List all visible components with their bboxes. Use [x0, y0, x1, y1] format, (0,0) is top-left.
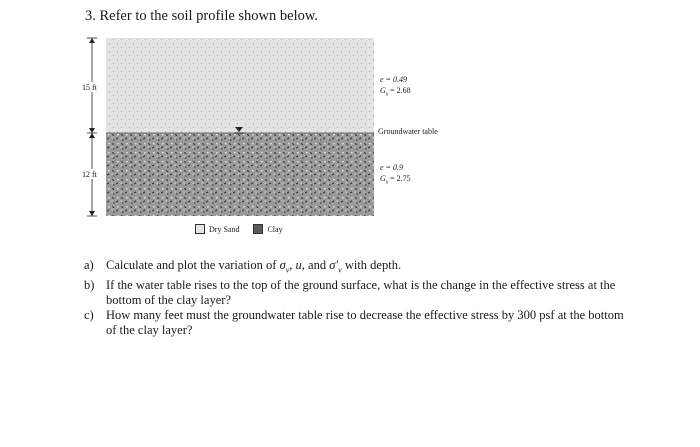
- legend: [195, 224, 283, 234]
- lower-thickness-label: 12 ft: [82, 170, 97, 179]
- u-symbol: u: [295, 258, 302, 272]
- dry-sand-layer: [106, 38, 374, 133]
- sigma-prime-v-symbol: σ′: [329, 258, 339, 272]
- lower-gs-value: = 2.75: [388, 174, 411, 183]
- question-a-comma: ,: [289, 258, 296, 272]
- question-label: c): [84, 307, 94, 322]
- upper-thickness-label: 15 ft: [82, 83, 97, 92]
- clay-layer: [106, 133, 374, 216]
- question-label: b): [84, 277, 95, 292]
- question-list: [84, 258, 624, 338]
- legend-clay-label: Clay: [267, 224, 283, 234]
- sigma-prime-v-sub: v: [338, 265, 342, 275]
- lower-layer-properties: [380, 162, 411, 189]
- lower-gs-sub: s: [385, 179, 389, 186]
- sigma-v-sub: v: [285, 265, 290, 275]
- question-c: [84, 308, 624, 338]
- upper-gs-value: = 2.68: [388, 86, 411, 95]
- groundwater-table-label: Groundwater table: [378, 127, 438, 136]
- question-a-text-2: with depth.: [341, 258, 402, 272]
- legend-dry-sand-label: Dry Sand: [209, 224, 240, 234]
- upper-gs-symbol: G: [380, 86, 386, 95]
- lower-gs-symbol: G: [380, 174, 386, 183]
- upper-gs-sub: s: [385, 91, 389, 98]
- upper-e-value: e = 0.49: [380, 75, 407, 84]
- sigma-v-symbol: σ: [279, 258, 286, 272]
- problem-title: 3. Refer to the soil profile shown below.: [85, 8, 319, 24]
- question-b: [84, 278, 624, 308]
- lower-e-value: e = 0.9: [380, 163, 403, 172]
- question-a-and: , and: [301, 258, 330, 272]
- question-a-text-1: Calculate and plot the variation of: [106, 258, 280, 272]
- question-b-text: If the water table rises to the top of the ground surface, what is the change in the effective stress at the bottom of the clay layer?: [106, 277, 616, 307]
- question-a: [84, 258, 624, 278]
- question-c-text: How many feet must the groundwater table rise to decrease the effective stress by 300 psf at the bottom of the clay layer?: [106, 307, 624, 337]
- upper-layer-properties: [380, 74, 411, 101]
- dry-sand-swatch-icon: [195, 224, 205, 234]
- question-label: a): [84, 258, 94, 272]
- clay-swatch-icon: [253, 224, 263, 234]
